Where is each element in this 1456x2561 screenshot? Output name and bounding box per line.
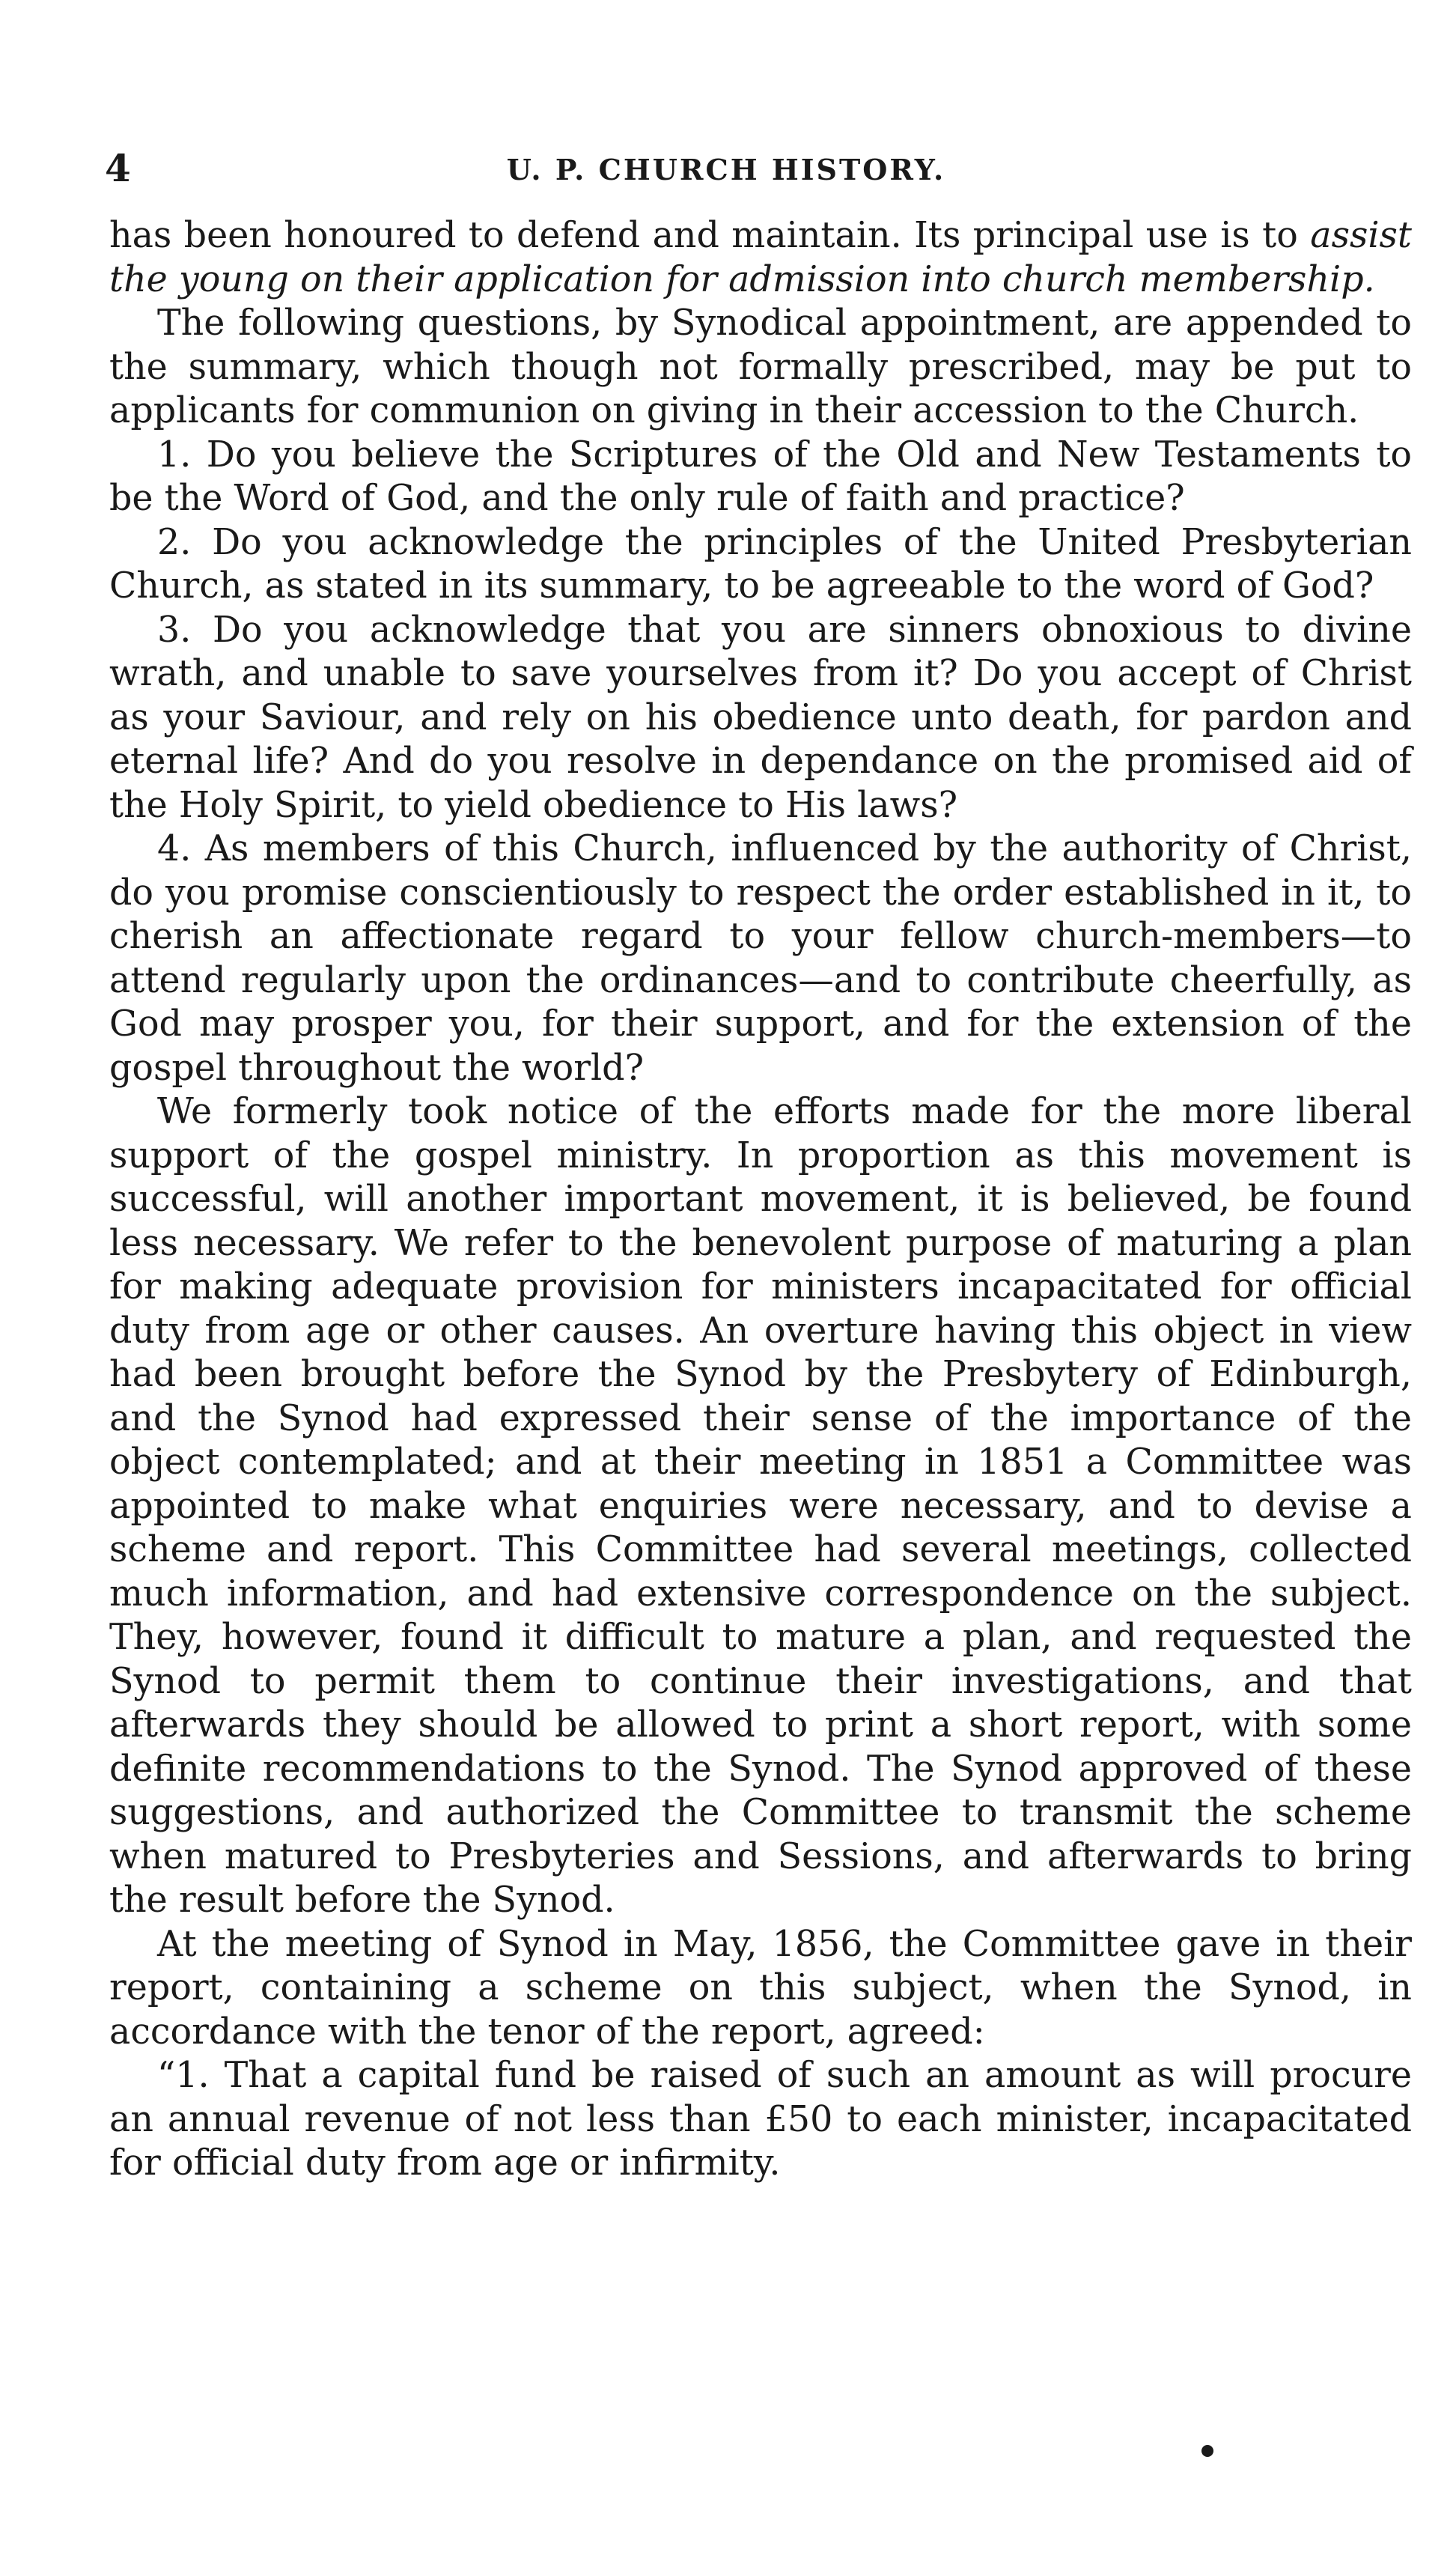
question-3: 3. Do you acknowledge that you are sinners obnoxious to divine wrath, and unable to save yourselves from it? Do you accept of Christ as your Saviour, and rely on his obedience unto death, for pardon and eternal life? And do you resolve in dependance on the promised aid of the Holy Spirit, to yield obedience to His laws?	[109, 609, 1412, 826]
question-2: 2. Do you acknowledge the principles of the United Presbyterian Church, as stated in its summary, to be agreeable to the word of God?	[109, 521, 1412, 607]
running-title: U. P. CHURCH HISTORY.	[506, 153, 946, 186]
paragraph-continuation-roman: has been honoured to defend and maintain. Its principal use is to	[109, 215, 1311, 256]
body-text	[109, 214, 1412, 2186]
paragraph-continuation-italic: assist the young on their application for admission into church membership.	[109, 215, 1412, 300]
running-head	[105, 146, 1407, 191]
paragraph-questions-intro: The following questions, by Synodical appointment, are appended to the summary, which though not formally prescribed, may be put to applicants for communion on giving in their accession to the Church.	[109, 303, 1412, 431]
paragraph-synod-meeting: At the meeting of Synod in May, 1856, the Committee gave in their report, containing a scheme on this subject, when the Synod, in accordance with the tenor of the report, agreed:	[109, 1923, 1412, 2053]
paragraph-continuation	[109, 214, 1412, 302]
question-1: 1. Do you believe the Scriptures of the Old and New Testaments to be the Word of God, and the only rule of faith and practice?	[109, 434, 1412, 519]
paragraph-ministry-provision: We formerly took notice of the efforts made for the more liberal support of the gospel ministry. In proportion as this movement is successful, will another important movement, it is believed, be found less necessary. We refer to the benevolent purpose of maturing a plan for making adequate provision for ministers incapacitated for official duty from age or other causes. An overture having this object in view had been brought before the Synod by the Presbytery of Edinburgh, and the Synod had expressed their sense of the importance of the object contemplated; and at their meeting in 1851 a Committee was appointed to make what enquiries were necessary, and to devise a scheme and report. This Committee had several meetings, collected much information, and had extensive correspondence on the subject. They, however, found it difficult to mature a plan, and requested the Synod to permit them to continue their investigations, and that afterwards they should be allowed to print a short report, with some definite recommendations to the Synod. The Synod approved of these suggestions, and authorized the Committee to transmit the scheme when matured to Presbyteries and Sessions, and afterwards to bring the result before the Synod.	[109, 1091, 1412, 1921]
question-4: 4. As members of this Church, influenced by the authority of Christ, do you promise conscientiously to respect the order established in it, to cherish an affectionate regard to your fellow church-members—to attend regularly upon the ordinances—and to contribute cheerfully, as God may prosper you, for their support, and for the extension of the gospel throughout the world?	[109, 828, 1412, 1089]
page-number: 4	[105, 146, 131, 190]
paragraph-resolution-1: “1. That a capital fund be raised of such an amount as will procure an annual revenue of not less than £50 to each minister, incapacitated for official duty from age or infirmity.	[109, 2055, 1412, 2184]
ink-blot	[1201, 2445, 1213, 2457]
